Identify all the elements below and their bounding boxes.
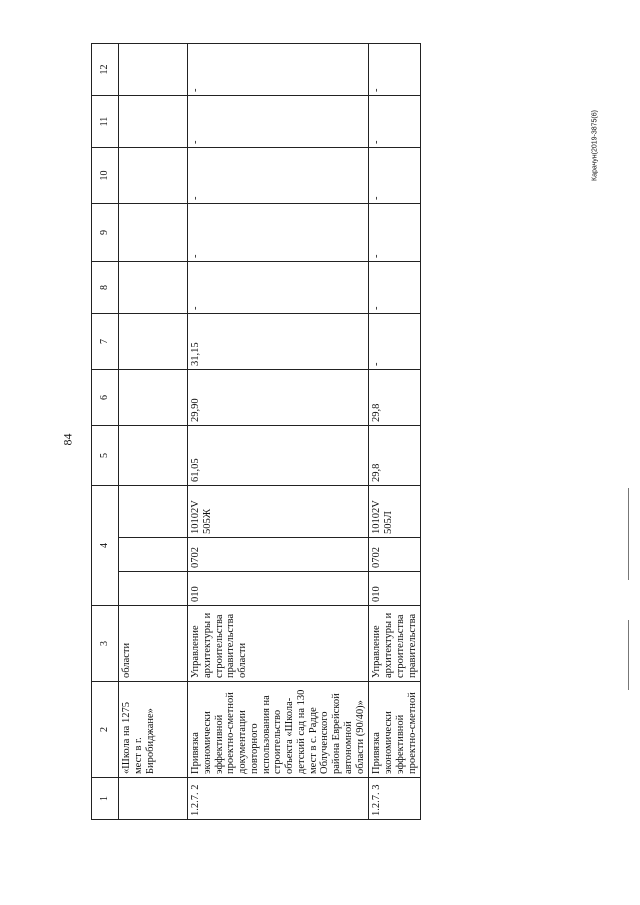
value-cell: -	[369, 44, 421, 96]
code-cell	[119, 538, 188, 572]
value-cell: -	[369, 204, 421, 262]
value-cell: -	[188, 262, 369, 314]
value-cell	[119, 426, 188, 486]
value-cell: 29,90	[188, 370, 369, 426]
value-cell: 61,05	[188, 426, 369, 486]
header-cell: 8	[92, 262, 119, 314]
value-cell: -	[188, 148, 369, 204]
document-code: Карачун(2019-3875(6)	[591, 110, 599, 181]
value-cell: -	[369, 262, 421, 314]
header-cell: 2	[92, 682, 119, 778]
code-cell: 0702	[188, 538, 369, 572]
code-cell	[119, 486, 188, 538]
row-number-cell: 1.2.7. 2	[188, 778, 369, 820]
executor-cell: Управление архитектуры и строительства правительства	[369, 606, 421, 682]
value-cell	[119, 262, 188, 314]
header-cell: 5	[92, 426, 119, 486]
row-number-cell: 1.2.7. 3	[369, 778, 421, 820]
header-cell: 6	[92, 370, 119, 426]
value-cell	[119, 204, 188, 262]
object-name-cell: «Школа на 1275 мест в г. Биробиджане»	[119, 682, 188, 778]
value-cell	[119, 370, 188, 426]
value-cell: -	[369, 314, 421, 370]
value-cell	[119, 96, 188, 148]
value-cell: -	[188, 204, 369, 262]
table-row	[188, 44, 369, 820]
table-row	[119, 44, 188, 820]
header-cell: 3	[92, 606, 119, 682]
executor-cell: Управление архитектуры и строительства правительства области	[188, 606, 369, 682]
header-cell: 9	[92, 204, 119, 262]
header-cell: 1	[92, 778, 119, 820]
code-cell: 0702	[369, 538, 421, 572]
value-cell	[119, 44, 188, 96]
margin-mark	[628, 488, 629, 580]
value-cell	[119, 314, 188, 370]
page-number: 84	[60, 433, 75, 446]
executor-cell: области	[119, 606, 188, 682]
table-row	[369, 44, 421, 820]
margin-mark	[628, 620, 629, 690]
value-cell: 29,8	[369, 426, 421, 486]
value-cell	[119, 148, 188, 204]
header-cell: 4	[92, 486, 119, 606]
object-name-cell: Привязка экономически эффективной проектно-сметной	[369, 682, 421, 778]
value-cell: -	[188, 96, 369, 148]
code-cell: 010	[369, 572, 421, 606]
value-cell: 31,15	[188, 314, 369, 370]
row-number-cell	[119, 778, 188, 820]
header-row	[92, 44, 119, 820]
code-cell: 10102V 505Ж	[188, 486, 369, 538]
value-cell: -	[188, 44, 369, 96]
header-cell: 7	[92, 314, 119, 370]
value-cell: -	[369, 96, 421, 148]
header-cell: 11	[92, 96, 119, 148]
code-cell: 10102V 505Л	[369, 486, 421, 538]
budget-table	[91, 44, 546, 820]
value-cell: 29,8	[369, 370, 421, 426]
code-cell	[119, 572, 188, 606]
object-name-cell: Привязка экономически эффективной проектно-сметной документации повторного использования на строительство объекта «Школа-детский сад на 130 мест в с. Радде Облученского района Еврейской автономной области (90/40)»	[188, 682, 369, 778]
header-cell: 12	[92, 44, 119, 96]
header-cell: 10	[92, 148, 119, 204]
code-cell: 010	[188, 572, 369, 606]
value-cell: -	[369, 148, 421, 204]
